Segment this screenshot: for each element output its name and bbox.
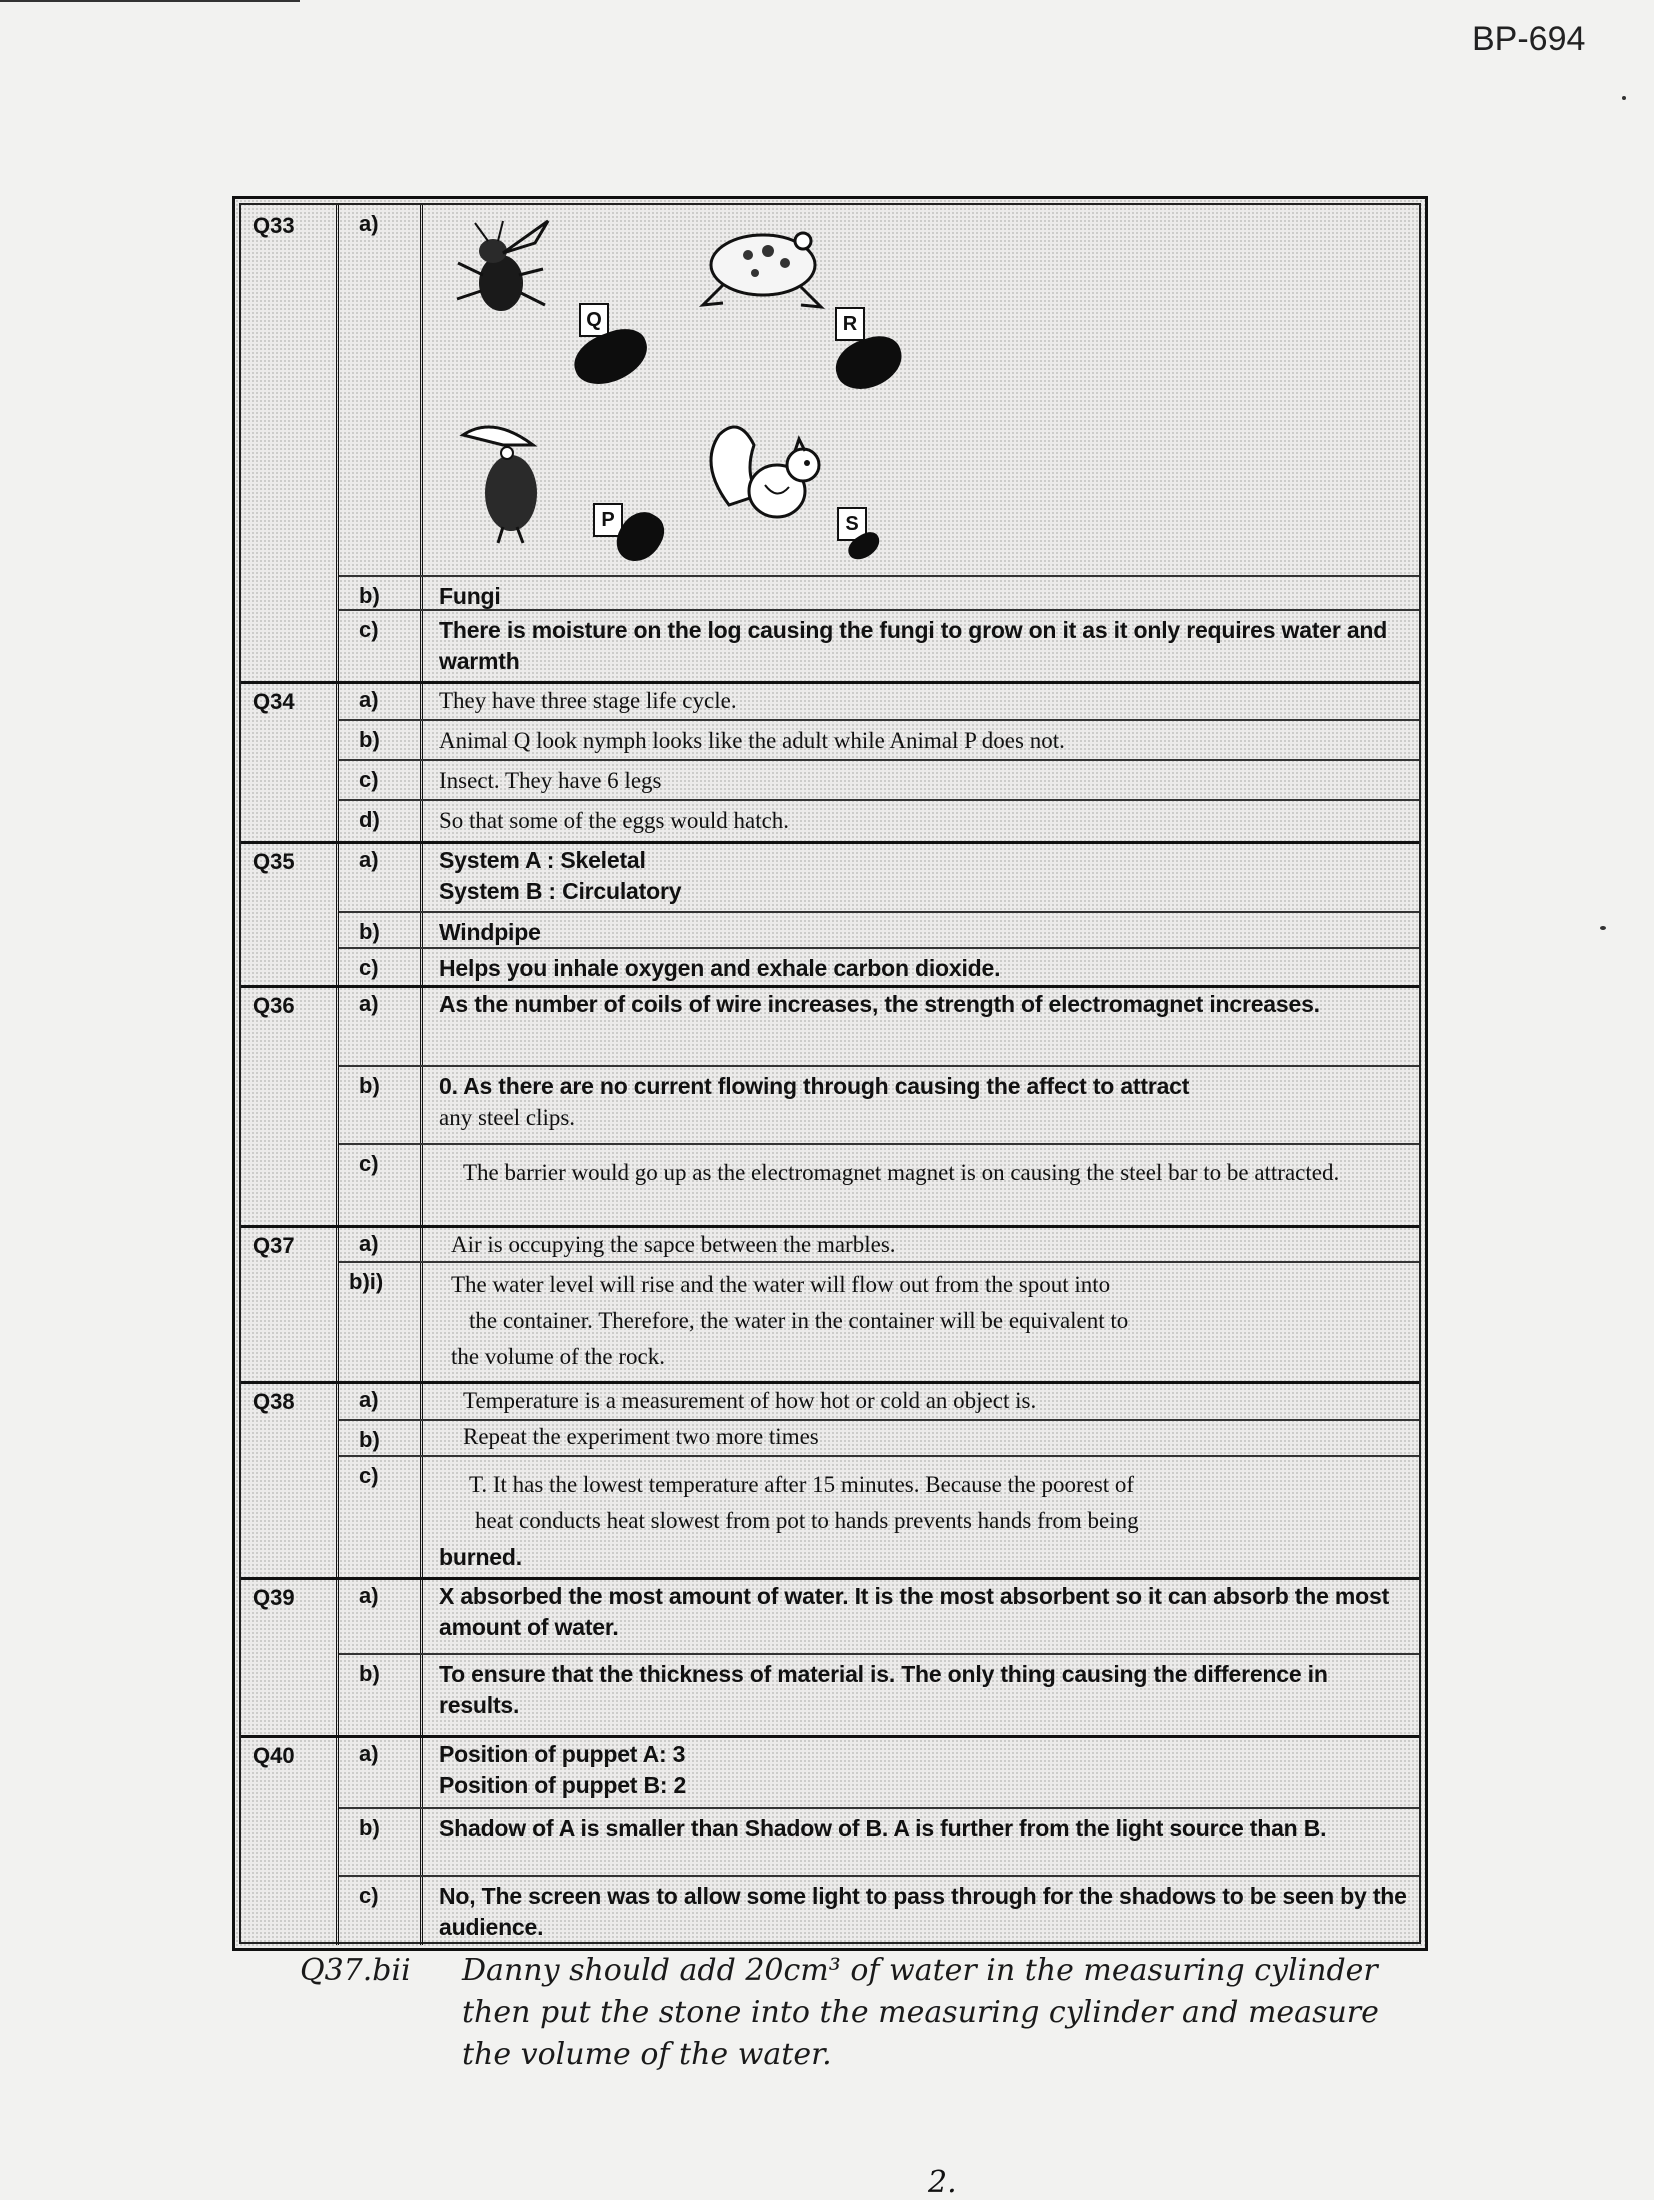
answer-part-a <box>339 985 1419 1067</box>
part-label: c) <box>339 1457 423 1577</box>
answer-part-b <box>339 913 1419 949</box>
answer-part-b <box>339 577 1419 611</box>
answer-part-c <box>339 611 1419 681</box>
answer-part-a <box>339 681 1419 721</box>
answer-part-c <box>339 1145 1419 1225</box>
answer-text <box>423 1457 1419 1577</box>
answer-line: the container. Therefore, the water in the container will be equivalent to <box>469 1308 1129 1333</box>
answer-text <box>423 841 1419 911</box>
answer-line: heat conducts heat slowest from pot to hands prevents hands from being <box>475 1508 1139 1533</box>
question-row-q35 <box>241 841 1419 988</box>
answer-part-b <box>339 1421 1419 1457</box>
part-label: b) <box>339 1421 423 1455</box>
page-number: 2. <box>928 2165 957 2200</box>
answer-table <box>232 196 1428 1951</box>
part-label: a) <box>339 681 423 719</box>
answer-line: T. It has the lowest temperature after 15 minutes. Because the poorest of <box>469 1472 1135 1497</box>
answer-text <box>423 1067 1419 1143</box>
animal-label-box: P <box>593 503 623 537</box>
food-web-diagram <box>423 205 1419 575</box>
part-label: b) <box>339 1655 423 1735</box>
answer-text: The barrier would go up as the electromagnet magnet is on causing the steel bar to be attracted. <box>463 1160 1340 1185</box>
answer-part-b <box>339 1655 1419 1735</box>
answer-part-a <box>339 1225 1419 1263</box>
answer-line: System A : Skeletal <box>439 847 646 873</box>
answer-line: burned. <box>439 1544 522 1570</box>
answer-text <box>423 1263 1419 1381</box>
answer-text: They have three stage life cycle. <box>439 688 737 713</box>
part-label: a) <box>339 985 423 1065</box>
answer-line: Position of puppet A: 3 <box>439 1741 686 1767</box>
answer-text: Windpipe <box>439 919 541 945</box>
answer-part-d <box>339 801 1419 841</box>
answer-part-a <box>339 205 1419 577</box>
part-label: b) <box>339 913 423 947</box>
answer-text: As the number of coils of wire increases, the strength of electromagnet increases. <box>439 991 1320 1017</box>
question-row-q39 <box>241 1577 1419 1738</box>
answer-line: System B : Circulatory <box>439 878 682 904</box>
answer-text: Repeat the experiment two more times <box>463 1424 819 1449</box>
answer-text: Fungi <box>439 583 501 609</box>
answer-text: Animal Q look nymph looks like the adult while Animal P does not. <box>439 728 1065 753</box>
squirrel-icon <box>699 415 839 535</box>
question-row-q33 <box>241 205 1419 684</box>
part-label: a) <box>339 841 423 911</box>
answer-part-b <box>339 721 1419 761</box>
part-label: a) <box>339 1225 423 1261</box>
scan-top-line <box>0 0 300 2</box>
answer-part-bi <box>339 1263 1419 1381</box>
answer-text: Shadow of A is smaller than Shadow of B. A is further from the light source than B. <box>439 1815 1327 1841</box>
handwritten-answer: Danny should add 20cm³ of water in the measuring cylinder then put the stone into the measuring cylinder and measure the volume of the water. <box>462 1953 1379 2072</box>
question-row-q34 <box>241 681 1419 844</box>
question-row-q38 <box>241 1381 1419 1580</box>
part-label: c) <box>339 1145 423 1225</box>
question-label: Q37 <box>241 1225 339 1381</box>
question-label: Q36 <box>241 985 339 1225</box>
question-label: Q35 <box>241 841 339 985</box>
part-label: b) <box>339 721 423 759</box>
answer-line: Position of puppet B: 2 <box>439 1772 687 1798</box>
part-label: a) <box>339 205 423 575</box>
answer-part-a <box>339 1735 1419 1809</box>
answer-text: Air is occupying the sapce between the marbles. <box>451 1232 896 1257</box>
answer-text: Helps you inhale oxygen and exhale carbon dioxide. <box>439 955 1001 981</box>
part-label: d) <box>339 801 423 841</box>
answer-part-b <box>339 1067 1419 1145</box>
document-code: BP-694 <box>1472 20 1586 58</box>
question-label: Q33 <box>241 205 339 681</box>
answer-part-a <box>339 841 1419 913</box>
answer-line: any steel clips. <box>439 1105 576 1130</box>
part-label: c) <box>339 761 423 799</box>
question-label: Q39 <box>241 1577 339 1735</box>
answer-text <box>423 1735 1419 1807</box>
question-row-q40 <box>241 1735 1419 1945</box>
scan-speck <box>1600 926 1606 930</box>
answer-part-c <box>339 1877 1419 1945</box>
answer-text: To ensure that the thickness of material is. The only thing causing the difference in results. <box>439 1661 1328 1718</box>
answer-line: The water level will rise and the water will flow out from the spout into <box>451 1272 1111 1297</box>
part-label: b)i) <box>339 1263 423 1381</box>
question-label: Q40 <box>241 1735 339 1945</box>
question-label: Q38 <box>241 1381 339 1577</box>
answer-text: No, The screen was to allow some light to pass through for the shadows to be seen by the audience. <box>439 1883 1407 1940</box>
question-label: Q34 <box>241 681 339 841</box>
answer-text: There is moisture on the log causing the fungi to grow on it as it only requires water and warmth <box>439 617 1388 674</box>
animal-label-box: Q <box>579 303 609 337</box>
part-label: b) <box>339 1067 423 1143</box>
answer-part-c <box>339 761 1419 801</box>
frog-icon <box>693 215 833 315</box>
question-row-q37 <box>241 1225 1419 1384</box>
part-label: a) <box>339 1577 423 1653</box>
answer-text: So that some of the eggs would hatch. <box>439 808 790 833</box>
answer-text: X absorbed the most amount of water. It is the most absorbent so it can absorb the most amount of water. <box>439 1583 1390 1640</box>
handwritten-question-label: Q37.bii <box>300 1953 411 1988</box>
insect-icon <box>453 213 563 323</box>
part-label: a) <box>339 1735 423 1807</box>
part-label: c) <box>339 1877 423 1945</box>
answer-part-b <box>339 1809 1419 1877</box>
answer-part-a <box>339 1381 1419 1421</box>
answer-line: the volume of the rock. <box>451 1344 665 1369</box>
part-label: b) <box>339 577 423 609</box>
animal-label-box: S <box>837 507 867 541</box>
question-row-q36 <box>241 985 1419 1228</box>
answer-part-c <box>339 1457 1419 1577</box>
answer-part-a <box>339 1577 1419 1655</box>
answer-line: 0. As there are no current flowing through causing the affect to attract <box>439 1073 1190 1099</box>
part-label: b) <box>339 1809 423 1875</box>
scan-speck <box>1622 96 1626 100</box>
answer-text: Temperature is a measurement of how hot or cold an object is. <box>463 1388 1037 1413</box>
part-label: a) <box>339 1381 423 1419</box>
answer-text: Insect. They have 6 legs <box>439 768 662 793</box>
toucan-icon <box>443 415 563 545</box>
animal-label-box: R <box>835 307 865 341</box>
answer-part-c <box>339 949 1419 985</box>
part-label: c) <box>339 949 423 985</box>
part-label: c) <box>339 611 423 681</box>
